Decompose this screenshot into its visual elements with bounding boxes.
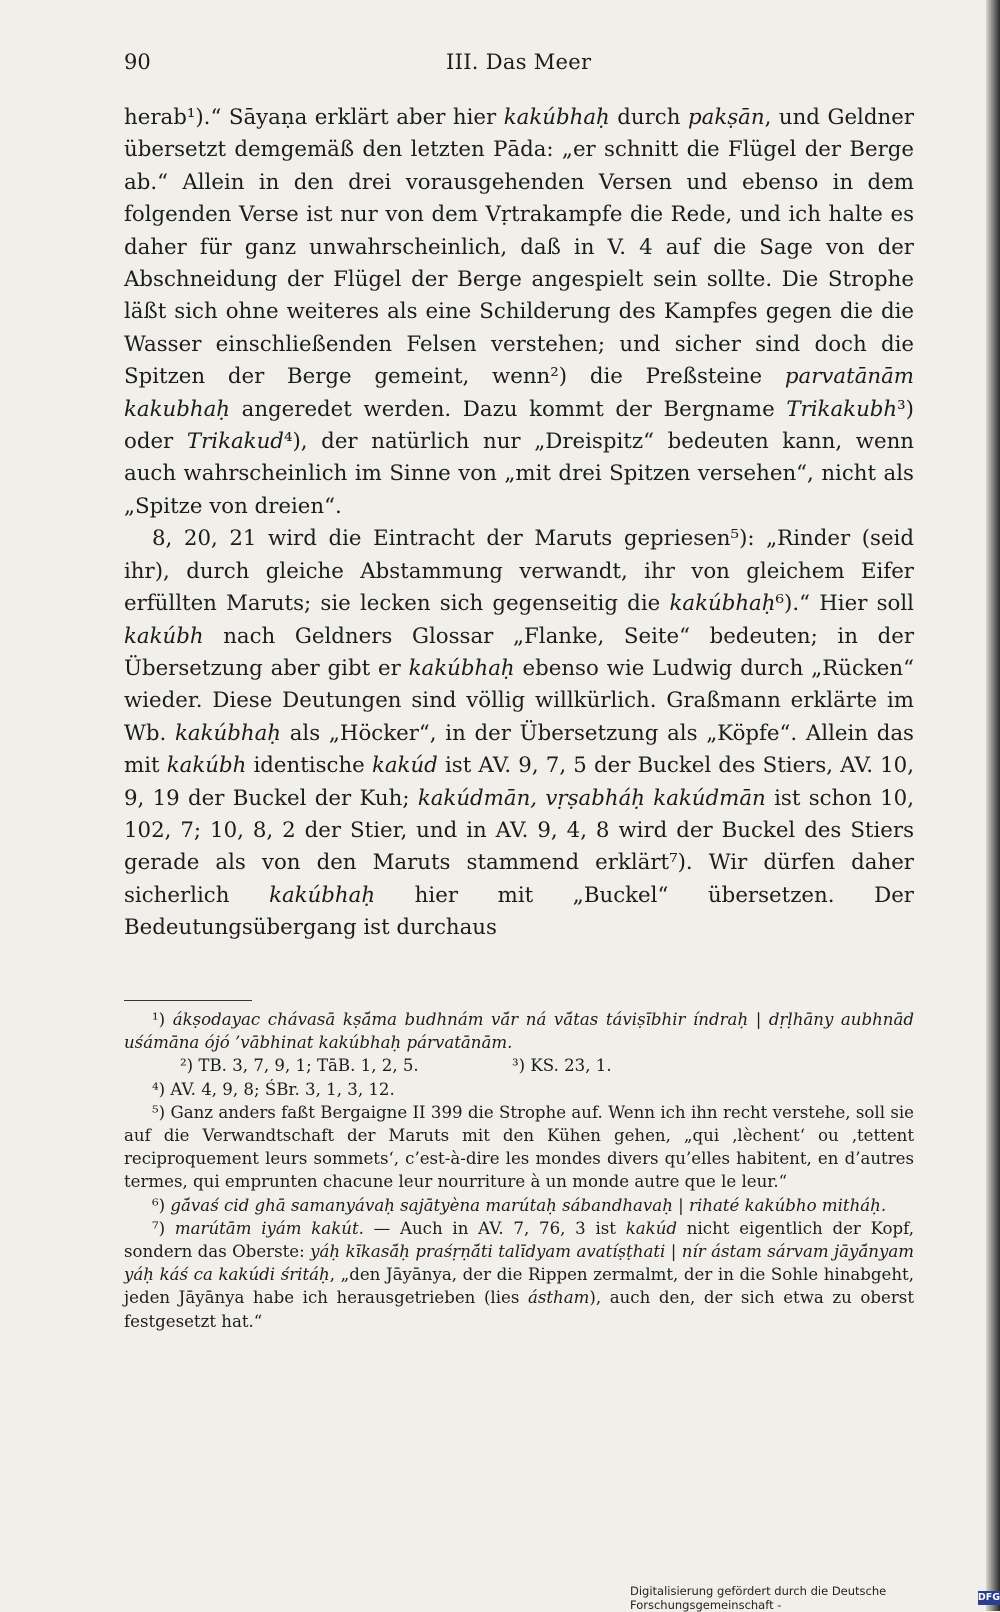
paragraph-1: herab¹).“ Sāyaṇa erklärt aber hier kakúbhaḥ durch pakṣān, und Geldner übersetzt demgemäß den letzten Pāda: „er schnitt die Flügel der Berge ab.“ Allein in den drei vorausgehenden Versen und ebenso in dem folgenden Verse ist nur von dem Vṛtrakampfe die Rede, und ich halte es daher für ganz unwahrscheinlich, daß in V. 4 auf die Sage von der Abschneidung der Flügel der Berge angespielt sein sollte. Die Strophe läßt sich ohne weiteres als eine Schilderung des Kampfes gegen die die Wasser einschließenden Felsen verstehen; und sicher sind doch die Spitzen der Berge gemeint, wenn²) die Preßsteine parvatānām kakubhaḥ angeredet werden. Dazu kommt der Bergname Trikakubh³) oder Trikakud⁴), der natürlich nur „Dreispitz“ bedeuten kann, wenn auch wahrscheinlich im Sinne von „mit drei Spitzen versehen“, nicht als „Spitze von dreien“.: [124, 105, 915, 519]
dfg-logo: DFG: [977, 1592, 1000, 1603]
footnotes: [124, 1008, 914, 1333]
main-text: [124, 102, 914, 945]
footnote-6: ⁶) gā́vaś cid ghā samanyávaḥ sajātyèna marútaḥ sábandhavaḥ | rihaté kakúbho mitháḥ.: [152, 1195, 887, 1215]
running-title: III. Das Meer: [446, 50, 592, 74]
digitization-credit: [630, 1584, 1000, 1612]
footnote-2: ²) TB. 3, 7, 9, 1; TāB. 1, 2, 5.: [180, 1056, 419, 1076]
footnote-2-3: [124, 1054, 914, 1077]
footnote-1: ¹) ákṣodayac chávasā kṣā́ma budhnám vā́r ná vā́tas táviṣībhir índraḥ | dṛḷhāny aubhnād uśámāna ójó ’vābhinat kakúbhaḥ párvatānām.: [124, 1010, 914, 1053]
credit-text: Digitalisierung gefördert durch die Deutsche Forschungsgemeinschaft -: [630, 1584, 887, 1612]
paragraph-2: 8, 20, 21 wird die Eintracht der Maruts gepriesen⁵): „Rinder (seid ihr), durch gleiche Abstammung verwandt, ihr von gleichem Eifer erfüllten Maruts; sie lecken sich gegenseitig die kakúbhaḥ⁶).“ Hier soll kakúbh nach Geldners Glossar „Flanke, Seite“ bedeuten; in der Übersetzung aber gibt er kakúbhaḥ ebenso wie Ludwig durch „Rücken“ wieder. Diese Deutungen sind völlig willkürlich. Graßmann erklärte im Wb. kakúbhaḥ als „Höcker“, in der Übersetzung als „Köpfe“. Allein das mit kakúbh identische kakúd ist AV. 9, 7, 5 der Buckel des Stiers, AV. 10, 9, 19 der Buckel der Kuh; kakúdmān, vṛṣabháḥ kakúdmān ist schon 10, 102, 7; 10, 8, 2 der Stier, und in AV. 9, 4, 8 wird der Buckel des Stiers gerade als von den Maruts stammend erklärt⁷). Wir dürfen daher sicherlich kakúbhaḥ hier mit „Buckel“ übersetzen. Der Bedeutungsübergang ist durchaus: [124, 526, 914, 941]
page-number: 90: [124, 50, 151, 74]
footnote-5: ⁵) Ganz anders faßt Bergaigne II 399 die Strophe auf. Wenn ich ihn recht verstehe, soll sie auf die Verwandtschaft der Maruts mit den Kühen gehen, „qui ‚lèchent‘ ou ‚tettent reciproquement leurs sommets‘, c’est-à-dire les mondes divers qu’elles habitent, en d’autres termes, qui emprunten chacune leur nourriture à un monde autre que le leur.“: [124, 1102, 914, 1192]
page-header: [124, 50, 914, 80]
scan-page-edge: [986, 0, 1000, 1611]
footnote-rule: [124, 1000, 252, 1001]
footnote-7: ⁷) marútām iyám kakút. — Auch in AV. 7, 76, 3 ist kakúd nicht eigentlich der Kopf, sondern das Oberste: yáḥ kīkasā́ḥ praśṛṇā́ti talīdyam avatíṣṭhati | nír ástam sárvam jāyā́nyam yáḥ káś ca kakúdi śritáḥ, „den Jāyānya, der die Rippen zermalmt, der in die Sohle hinabgeht, jeden Jāyānya habe ich herausgetrieben (lies ástham), auch den, der sich etwa zu oberst festgesetzt hat.“: [124, 1218, 914, 1331]
footnote-4: ⁴) AV. 4, 9, 8; ŚBr. 3, 1, 3, 12.: [152, 1079, 395, 1099]
footnote-3: ³) KS. 23, 1.: [512, 1056, 612, 1076]
